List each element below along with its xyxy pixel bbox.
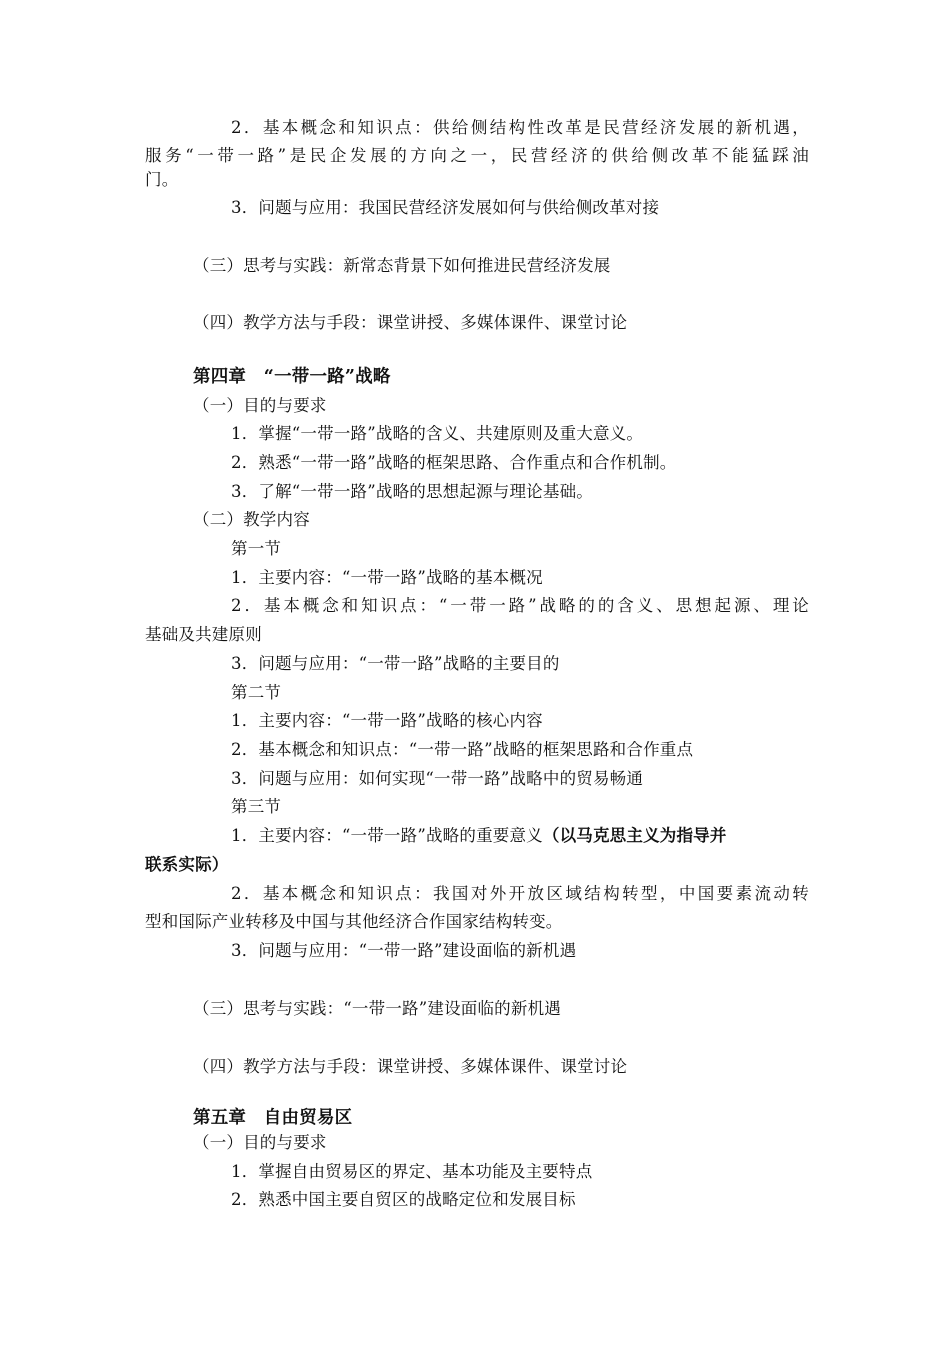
- paragraph-line: 2．基本概念和知识点：我国对外开放区域结构转型，中国要素流动转: [231, 884, 809, 903]
- list-item: 1．主要内容：“一带一路”战略的核心内容: [231, 711, 543, 730]
- paragraph-line: 服务“一带一路”是民企发展的方向之一，民营经济的供给侧改革不能猛踩油: [145, 146, 809, 165]
- paragraph-line: 型和国际产业转移及中国与其他经济合作国家结构转变。: [145, 912, 563, 931]
- paragraph-line: [231, 826, 727, 846]
- section-heading: （三）思考与实践：“一带一路”建设面临的新机遇: [193, 999, 561, 1018]
- paragraph-line: 基础及共建原则: [145, 625, 262, 644]
- paragraph-line: 2．基本概念和知识点：供给侧结构性改革是民营经济发展的新机遇，: [231, 118, 809, 137]
- section-heading: （三）思考与实践：新常态背景下如何推进民营经济发展: [193, 256, 611, 275]
- section-heading: （一）目的与要求: [193, 1133, 327, 1152]
- section-heading: （四）教学方法与手段：课堂讲授、多媒体课件、课堂讨论: [193, 313, 628, 332]
- bold-emphasis: （以马克思主义为指导并: [542, 826, 727, 845]
- chapter-title: 第五章 自由贸易区: [193, 1108, 353, 1128]
- section-heading: （一）目的与要求: [193, 396, 327, 415]
- paragraph-line: 2．基本概念和知识点：“一带一路”战略的的含义、思想起源、理论: [231, 596, 809, 615]
- list-item: 1．主要内容：“一带一路”战略的基本概况: [231, 568, 543, 587]
- list-item: 3．了解“一带一路”战略的思想起源与理论基础。: [231, 482, 593, 501]
- list-item: 2．熟悉“一带一路”战略的框架思路、合作重点和合作机制。: [231, 453, 677, 472]
- list-item: 3．问题与应用：“一带一路”建设面临的新机遇: [231, 941, 577, 960]
- section-heading: （二）教学内容: [193, 510, 310, 529]
- bold-emphasis: 联系实际）: [145, 855, 229, 874]
- paragraph-line: 3．问题与应用：我国民营经济发展如何与供给侧改革对接: [231, 198, 660, 217]
- subsection-title: 第二节: [231, 683, 282, 702]
- chapter-title: 第四章 “一带一路”战略: [193, 367, 391, 387]
- paragraph-line: 门。: [145, 170, 179, 189]
- subsection-title: 第一节: [231, 539, 282, 558]
- list-item: 2．熟悉中国主要自贸区的战略定位和发展目标: [231, 1190, 576, 1209]
- subsection-title: 第三节: [231, 797, 282, 816]
- list-item: 2．基本概念和知识点：“一带一路”战略的框架思路和合作重点: [231, 740, 694, 759]
- plain-text: 1．主要内容：“一带一路”战略的重要意义: [231, 826, 543, 845]
- list-item: 1．掌握自由贸易区的界定、基本功能及主要特点: [231, 1162, 593, 1181]
- list-item: 3．问题与应用：“一带一路”战略的主要目的: [231, 654, 560, 673]
- section-heading: （四）教学方法与手段：课堂讲授、多媒体课件、课堂讨论: [193, 1057, 628, 1076]
- list-item: 3．问题与应用：如何实现“一带一路”战略中的贸易畅通: [231, 769, 644, 788]
- list-item: 1．掌握“一带一路”战略的含义、共建原则及重大意义。: [231, 424, 644, 443]
